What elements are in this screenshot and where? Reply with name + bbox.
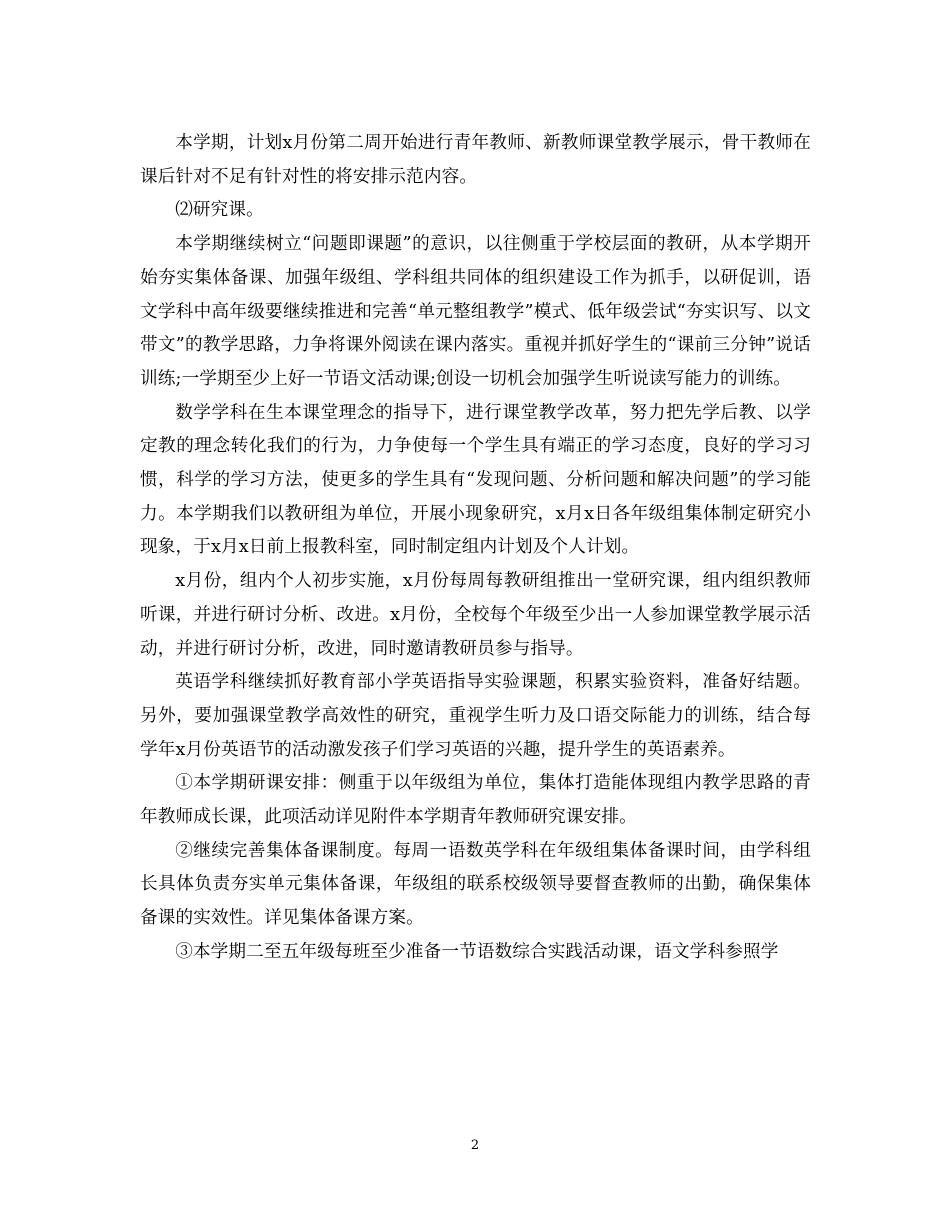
paragraph-research-lesson-heading: ⑵研究课。 <box>175 200 264 221</box>
paragraph-chinese-subject: 本学期继续树立“问题即课题”的意识，以往侧重于学校层面的教研，从本学期开始夯实集体备课、加强年级组、学科组共同体的组织建设工作为抓手，以研促训，语文学科中高年级要继续推进和完善“单元整组教学”模式、低年级尝试“夯实识写、以文带文”的教学思路，力争将课外阅读在课内落实。重视并抓好学生的“课前三分钟”说话训练;一学期至少上好一节语文活动课;创设一切机会加强学生听说读写能力的训练。 <box>140 234 811 389</box>
paragraph-english-subject: 英语学科继续抓好教育部小学英语指导实验课题，积累实验资料，准备好结题。另外，要加强课堂教学高效性的研究，重视学生听力及口语交际能力的训练，结合每学年x月份英语节的活动激发孩子们学习英语的兴趣，提升学生的英语素养。 <box>140 672 811 760</box>
document-body <box>140 127 811 970</box>
page-number: 2 <box>470 1138 480 1153</box>
paragraph-practice-activity: ③本学期二至五年级每班至少准备一节语数综合实践活动课，语文学科参照学 <box>175 941 779 962</box>
paragraph-research-arrangement: ①本学期研课安排：侧重于以年级组为单位，集体打造能体现组内教学思路的青年教师成长课，此项活动详见附件本学期青年教师研究课安排。 <box>140 773 811 828</box>
paragraph-teacher-showcase: 本学期，计划x月份第二周开始进行青年教师、新教师课堂教学展示，骨干教师在课后针对不足有针对性的将安排示范内容。 <box>140 133 811 187</box>
paragraph-collective-lesson-prep: ②继续完善集体备课制度。每周一语数英学科在年级组集体备课时间，由学科组长具体负责夯实单元集体备课，年级组的联系校级领导要督查教师的出勤，确保集体备课的实效性。详见集体备课方案。 <box>140 840 811 929</box>
paragraph-monthly-schedule: x月份，组内个人初步实施，x月份每周每教研组推出一堂研究课，组内组织教师听课，并进行研讨分析、改进。x月份，全校每个年级至少出一人参加课堂教学展示活动，并进行研讨分析，改进，同时邀请教研员参与指导。 <box>140 571 811 659</box>
paragraph-math-subject: 数学学科在生本课堂理念的指导下，进行课堂教学改革，努力把先学后教、以学定教的理念转化我们的行为，力争使每一个学生具有端正的学习态度，良好的学习习惯，科学的学习方法，使更多的学生具有“发现问题、分析问题和解决问题”的学习能力。本学期我们以教研组为单位，开展小现象研究，x月x日各年级组集体制定研究小现象，于x月x日前上报教科室，同时制定组内计划及个人计划。 <box>140 402 811 558</box>
